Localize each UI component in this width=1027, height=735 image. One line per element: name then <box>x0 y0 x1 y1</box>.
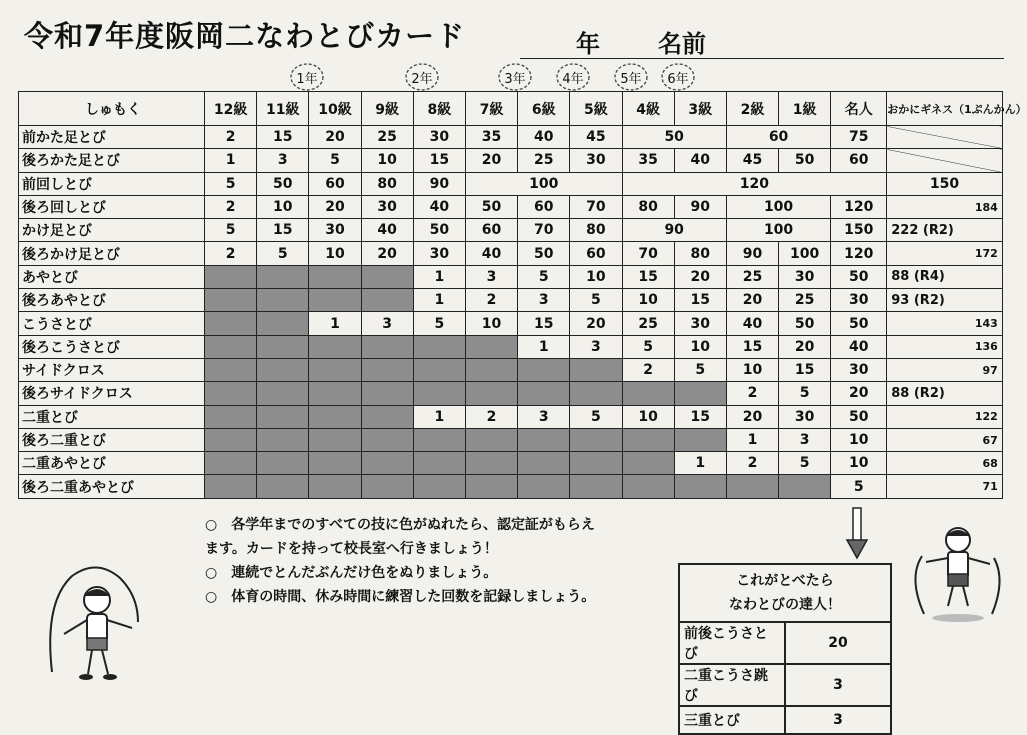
grade-cell[interactable]: 10 <box>309 242 361 265</box>
shaded-cell <box>309 452 361 475</box>
skill-name: こうさとび <box>19 312 205 335</box>
note-3: ○ 体育の時間、休み時間に練習した回数を記録しましょう。 <box>205 589 596 605</box>
shaded-cell <box>361 358 413 381</box>
grade-cell[interactable]: 2 <box>465 405 517 428</box>
grade-cell[interactable]: 20 <box>726 405 778 428</box>
guinness-record-cell: 67 <box>887 428 1003 451</box>
shaded-cell <box>205 289 257 312</box>
grade-cell[interactable]: 90 <box>622 219 726 242</box>
grade-cell[interactable]: 10 <box>674 335 726 358</box>
guinness-record-cell: 97 <box>887 358 1003 381</box>
grade-cell[interactable]: 60 <box>465 219 517 242</box>
grade-cell[interactable]: 40 <box>465 242 517 265</box>
skill-name: 後ろ二重とび <box>19 428 205 451</box>
grade-cell[interactable]: 80 <box>622 195 674 218</box>
guinness-record-cell: 71 <box>887 475 1003 498</box>
grade-cell[interactable]: 3 <box>518 405 570 428</box>
shaded-cell <box>309 289 361 312</box>
boy-jumping-rope-illustration <box>908 518 1008 628</box>
grade-cell[interactable]: 5 <box>309 149 361 172</box>
shaded-cell <box>465 358 517 381</box>
grade-cell[interactable]: 60 <box>726 126 830 149</box>
table-row <box>19 475 1003 498</box>
expert-value: 20 <box>785 622 891 664</box>
shaded-cell <box>622 382 674 405</box>
meijin-cell[interactable]: 50 <box>831 405 887 428</box>
grade-cell[interactable]: 60 <box>570 242 622 265</box>
grade-cell[interactable]: 10 <box>622 405 674 428</box>
grade-cell[interactable]: 80 <box>570 219 622 242</box>
meijin-cell[interactable]: 5 <box>831 475 887 498</box>
grade-cell[interactable]: 50 <box>413 219 465 242</box>
grade-cell[interactable]: 5 <box>205 219 257 242</box>
grade-cell[interactable]: 15 <box>518 312 570 335</box>
grade-cell[interactable]: 15 <box>674 405 726 428</box>
guinness-record-cell: 172 <box>887 242 1003 265</box>
name-field[interactable] <box>520 22 1004 59</box>
table-header-row <box>19 92 1003 126</box>
column-header: 4級 <box>622 92 674 126</box>
grade-cell[interactable]: 20 <box>674 265 726 288</box>
grade-cell[interactable]: 15 <box>726 335 778 358</box>
grade-cell[interactable]: 10 <box>465 312 517 335</box>
table-row <box>19 242 1003 265</box>
meijin-cell[interactable]: 20 <box>831 382 887 405</box>
grade-cell[interactable]: 30 <box>779 405 831 428</box>
shaded-cell <box>257 289 309 312</box>
grade-cell[interactable]: 50 <box>465 195 517 218</box>
skill-name: 二重あやとび <box>19 452 205 475</box>
grade-cell[interactable]: 30 <box>779 265 831 288</box>
grade-cell[interactable]: 45 <box>726 149 778 172</box>
skill-name: 後ろあやとび <box>19 289 205 312</box>
grade-cell[interactable]: 5 <box>779 382 831 405</box>
grade-cell[interactable]: 90 <box>674 195 726 218</box>
guinness-record-cell: 68 <box>887 452 1003 475</box>
meijin-cell[interactable]: 10 <box>831 428 887 451</box>
meijin-cell[interactable]: 150 <box>831 219 887 242</box>
shaded-cell <box>257 358 309 381</box>
grade-cell[interactable]: 15 <box>413 149 465 172</box>
shaded-cell <box>257 265 309 288</box>
shaded-cell <box>674 382 726 405</box>
shaded-cell <box>465 382 517 405</box>
meijin-cell[interactable]: 150 <box>887 172 1003 195</box>
shaded-cell <box>674 475 726 498</box>
shaded-cell <box>518 428 570 451</box>
grade-cell[interactable]: 45 <box>570 126 622 149</box>
grade-cell[interactable]: 10 <box>361 149 413 172</box>
grade-cell[interactable]: 50 <box>518 242 570 265</box>
grade-cell[interactable]: 30 <box>413 242 465 265</box>
shaded-cell <box>465 475 517 498</box>
grade-cell[interactable]: 100 <box>779 242 831 265</box>
shaded-cell <box>309 382 361 405</box>
table-row <box>19 289 1003 312</box>
table-row <box>19 335 1003 358</box>
guinness-record-cell: 122 <box>887 405 1003 428</box>
grade-cell[interactable]: 30 <box>674 312 726 335</box>
column-header: 10級 <box>309 92 361 126</box>
grade-cell[interactable]: 1 <box>674 452 726 475</box>
grade-cell[interactable]: 5 <box>205 172 257 195</box>
column-header: 8級 <box>413 92 465 126</box>
guinness-record-cell <box>887 126 1003 149</box>
column-header: 2級 <box>726 92 778 126</box>
grade-cell[interactable]: 20 <box>309 126 361 149</box>
grade-cell[interactable]: 3 <box>465 265 517 288</box>
meijin-cell[interactable]: 120 <box>831 242 887 265</box>
grade-cell[interactable]: 70 <box>622 242 674 265</box>
grade-cell[interactable]: 2 <box>622 358 674 381</box>
grade-cell[interactable]: 20 <box>570 312 622 335</box>
grade-cell[interactable]: 5 <box>622 335 674 358</box>
skill-name: 後ろサイドクロス <box>19 382 205 405</box>
column-header: 11級 <box>257 92 309 126</box>
grade-cell[interactable]: 15 <box>674 289 726 312</box>
shaded-cell <box>413 382 465 405</box>
grade-cell[interactable]: 120 <box>622 172 887 195</box>
down-arrow-icon <box>846 508 868 560</box>
grade-cell[interactable]: 50 <box>622 126 726 149</box>
meijin-cell[interactable]: 30 <box>831 289 887 312</box>
shaded-cell <box>361 289 413 312</box>
shaded-cell <box>622 452 674 475</box>
instructions <box>205 513 685 609</box>
guinness-record-cell: 143 <box>887 312 1003 335</box>
shaded-cell <box>309 335 361 358</box>
grade-cell[interactable]: 10 <box>726 358 778 381</box>
grade-cell[interactable]: 1 <box>413 405 465 428</box>
grade-cell[interactable]: 25 <box>361 126 413 149</box>
shaded-cell <box>257 452 309 475</box>
grade-cell[interactable]: 15 <box>257 219 309 242</box>
expert-row <box>679 664 891 706</box>
shaded-cell <box>622 475 674 498</box>
table-row <box>19 358 1003 381</box>
table-row <box>19 126 1003 149</box>
shaded-cell <box>257 405 309 428</box>
grade-cell[interactable]: 1 <box>518 335 570 358</box>
grade-cell[interactable]: 25 <box>518 149 570 172</box>
shaded-cell <box>622 428 674 451</box>
grade-cell[interactable]: 50 <box>779 149 831 172</box>
grade-cell[interactable]: 30 <box>361 195 413 218</box>
grade-cell[interactable]: 40 <box>361 219 413 242</box>
shaded-cell <box>205 452 257 475</box>
grade-cell[interactable]: 20 <box>779 335 831 358</box>
grade-cell[interactable]: 35 <box>465 126 517 149</box>
grade-cell[interactable]: 40 <box>413 195 465 218</box>
table-row <box>19 265 1003 288</box>
shaded-cell <box>465 428 517 451</box>
year-badge: 2年 <box>404 62 440 92</box>
shaded-cell <box>413 428 465 451</box>
grade-cell[interactable]: 5 <box>413 312 465 335</box>
note-2: ○ 連続でとんだぶんだけ色をぬりましょう。 <box>205 565 498 581</box>
expert-skill: 前後こうさとび <box>679 622 785 664</box>
shaded-cell <box>465 335 517 358</box>
grade-cell[interactable]: 5 <box>779 452 831 475</box>
table-row <box>19 312 1003 335</box>
grade-cell[interactable]: 80 <box>674 242 726 265</box>
name-label: 名前 <box>658 30 706 58</box>
grade-cell[interactable]: 10 <box>257 195 309 218</box>
grade-cell[interactable]: 30 <box>413 126 465 149</box>
grade-cell[interactable]: 100 <box>726 195 830 218</box>
skill-name: 二重とび <box>19 405 205 428</box>
expert-row <box>679 622 891 664</box>
shaded-cell <box>309 475 361 498</box>
shaded-cell <box>465 452 517 475</box>
skill-name: 前回しとび <box>19 172 205 195</box>
table-row <box>19 219 1003 242</box>
shaded-cell <box>570 382 622 405</box>
meijin-cell[interactable]: 120 <box>831 195 887 218</box>
grade-cell[interactable]: 80 <box>361 172 413 195</box>
grade-cell[interactable]: 5 <box>570 405 622 428</box>
meijin-cell[interactable]: 10 <box>831 452 887 475</box>
meijin-cell[interactable]: 50 <box>831 265 887 288</box>
grade-cell[interactable]: 35 <box>622 149 674 172</box>
shaded-cell <box>309 265 361 288</box>
shaded-cell <box>205 382 257 405</box>
year-label: 年 <box>576 30 600 58</box>
grade-cell[interactable]: 1 <box>413 265 465 288</box>
grade-table <box>18 91 1027 499</box>
guinness-record-cell: 93 (R2) <box>887 289 1003 312</box>
grade-cell[interactable]: 20 <box>726 289 778 312</box>
skill-name: 後ろ回しとび <box>19 195 205 218</box>
shaded-cell <box>570 452 622 475</box>
year-badge: 1年 <box>289 62 325 92</box>
grade-cell[interactable]: 2 <box>205 126 257 149</box>
grade-cell[interactable]: 10 <box>570 265 622 288</box>
grade-cell[interactable]: 15 <box>622 265 674 288</box>
shaded-cell <box>257 335 309 358</box>
table-row <box>19 149 1003 172</box>
column-header: 3級 <box>674 92 726 126</box>
meijin-cell[interactable]: 50 <box>831 312 887 335</box>
grade-cell[interactable]: 5 <box>518 265 570 288</box>
guinness-record-cell: 88 (R4) <box>887 265 1003 288</box>
grade-cell[interactable]: 100 <box>726 219 830 242</box>
grade-cell[interactable]: 90 <box>726 242 778 265</box>
expert-heading: これがとべたら なわとびの達人！ <box>679 564 891 622</box>
grade-cell[interactable]: 3 <box>518 289 570 312</box>
table-row <box>19 195 1003 218</box>
grade-cell[interactable]: 20 <box>465 149 517 172</box>
meijin-cell[interactable]: 60 <box>831 149 887 172</box>
grade-cell[interactable]: 1 <box>726 428 778 451</box>
guinness-record-cell: 222 (R2) <box>887 219 1003 242</box>
shaded-cell <box>309 358 361 381</box>
shaded-cell <box>257 428 309 451</box>
shaded-cell <box>361 475 413 498</box>
skill-name: あやとび <box>19 265 205 288</box>
table-row <box>19 405 1003 428</box>
grade-cell[interactable]: 5 <box>257 242 309 265</box>
note-1: ○ 各学年までのすべての技に色がぬれたら、認定証がもらえ <box>205 517 595 533</box>
shaded-cell <box>257 382 309 405</box>
shaded-cell <box>205 312 257 335</box>
column-header: 名人 <box>831 92 887 126</box>
shaded-cell <box>674 428 726 451</box>
shaded-cell <box>413 358 465 381</box>
table-row <box>19 428 1003 451</box>
grade-cell[interactable]: 20 <box>361 242 413 265</box>
expert-skill: 二重こうさ跳び <box>679 664 785 706</box>
year-badge: 4年 <box>555 62 591 92</box>
grade-cell[interactable]: 50 <box>257 172 309 195</box>
meijin-cell[interactable]: 40 <box>831 335 887 358</box>
table-row <box>19 172 1003 195</box>
shaded-cell <box>361 405 413 428</box>
shaded-cell <box>413 475 465 498</box>
grade-cell[interactable]: 2 <box>726 382 778 405</box>
grade-cell[interactable]: 25 <box>779 289 831 312</box>
grade-cell[interactable]: 1 <box>413 289 465 312</box>
shaded-cell <box>726 475 778 498</box>
grade-cell[interactable]: 1 <box>309 312 361 335</box>
column-header: 5級 <box>570 92 622 126</box>
grade-cell[interactable]: 25 <box>622 312 674 335</box>
shaded-cell <box>413 335 465 358</box>
shaded-cell <box>779 475 831 498</box>
shaded-cell <box>570 475 622 498</box>
guinness-record-cell <box>887 149 1003 172</box>
table-row <box>19 452 1003 475</box>
column-header: おかにギネス（1ぷんかん） <box>887 92 1003 126</box>
grade-cell[interactable]: 3 <box>570 335 622 358</box>
shaded-cell <box>205 265 257 288</box>
column-header: 1級 <box>779 92 831 126</box>
shaded-cell <box>205 335 257 358</box>
shaded-cell <box>361 265 413 288</box>
skill-name: 後ろこうさとび <box>19 335 205 358</box>
grade-cell[interactable]: 15 <box>779 358 831 381</box>
page-title: 令和7年度阪岡二なわとびカード <box>24 19 466 53</box>
meijin-cell[interactable]: 75 <box>831 126 887 149</box>
grade-cell[interactable]: 60 <box>518 195 570 218</box>
grade-cell[interactable]: 2 <box>205 195 257 218</box>
grade-cell[interactable]: 100 <box>465 172 622 195</box>
grade-cell[interactable]: 70 <box>518 219 570 242</box>
grade-cell[interactable]: 40 <box>674 149 726 172</box>
grade-cell[interactable]: 3 <box>361 312 413 335</box>
shaded-cell <box>518 358 570 381</box>
shaded-cell <box>257 312 309 335</box>
expert-value: 3 <box>785 706 891 734</box>
shaded-cell <box>361 428 413 451</box>
guinness-record-cell: 88 (R2) <box>887 382 1003 405</box>
grade-cell[interactable]: 2 <box>465 289 517 312</box>
skill-name: かけ足とび <box>19 219 205 242</box>
column-header: 6級 <box>518 92 570 126</box>
shaded-cell <box>205 405 257 428</box>
guinness-record-cell: 184 <box>887 195 1003 218</box>
guinness-record-cell: 136 <box>887 335 1003 358</box>
column-header: しゅもく <box>19 92 205 126</box>
grade-cell[interactable]: 50 <box>779 312 831 335</box>
grade-cell[interactable]: 2 <box>205 242 257 265</box>
year-badge: 6年 <box>660 62 696 92</box>
shaded-cell <box>309 405 361 428</box>
skill-name: サイドクロス <box>19 358 205 381</box>
shaded-cell <box>518 452 570 475</box>
year-badge: 3年 <box>497 62 533 92</box>
shaded-cell <box>309 428 361 451</box>
year-badge: 5年 <box>613 62 649 92</box>
shaded-cell <box>570 358 622 381</box>
expert-box <box>678 563 892 735</box>
column-header: 12級 <box>205 92 257 126</box>
grade-cell[interactable]: 40 <box>518 126 570 149</box>
expert-skill: 三重とび <box>679 706 785 734</box>
grade-cell[interactable]: 10 <box>622 289 674 312</box>
table-row <box>19 382 1003 405</box>
column-header: 9級 <box>361 92 413 126</box>
grade-cell[interactable]: 2 <box>726 452 778 475</box>
skill-name: 後ろ二重あやとび <box>19 475 205 498</box>
grade-cell[interactable]: 90 <box>413 172 465 195</box>
grade-cell[interactable]: 3 <box>779 428 831 451</box>
expert-value: 3 <box>785 664 891 706</box>
grade-cell[interactable]: 70 <box>570 195 622 218</box>
grade-cell[interactable]: 15 <box>257 126 309 149</box>
grade-cell[interactable]: 5 <box>570 289 622 312</box>
grade-cell[interactable]: 25 <box>726 265 778 288</box>
expert-row <box>679 706 891 734</box>
shaded-cell <box>257 475 309 498</box>
shaded-cell <box>205 428 257 451</box>
shaded-cell <box>518 382 570 405</box>
grade-cell[interactable]: 30 <box>309 219 361 242</box>
shaded-cell <box>518 475 570 498</box>
grade-cell[interactable]: 60 <box>309 172 361 195</box>
shaded-cell <box>361 382 413 405</box>
shaded-cell <box>205 358 257 381</box>
shaded-cell <box>205 475 257 498</box>
girl-jumping-rope-illustration <box>42 562 142 690</box>
grade-cell[interactable]: 5 <box>674 358 726 381</box>
skill-name: 後ろかけ足とび <box>19 242 205 265</box>
shaded-cell <box>361 452 413 475</box>
grade-cell[interactable]: 1 <box>205 149 257 172</box>
shaded-cell <box>413 452 465 475</box>
grade-cell[interactable]: 40 <box>726 312 778 335</box>
meijin-cell[interactable]: 30 <box>831 358 887 381</box>
note-1-cont: ます。カードを持って校長室へ行きましょう！ <box>205 541 498 557</box>
column-header: 7級 <box>465 92 517 126</box>
skill-name: 前かた足とび <box>19 126 205 149</box>
shaded-cell <box>570 428 622 451</box>
shaded-cell <box>361 335 413 358</box>
skill-name: 後ろかた足とび <box>19 149 205 172</box>
grade-cell[interactable]: 3 <box>257 149 309 172</box>
grade-cell[interactable]: 30 <box>570 149 622 172</box>
grade-cell[interactable]: 20 <box>309 195 361 218</box>
